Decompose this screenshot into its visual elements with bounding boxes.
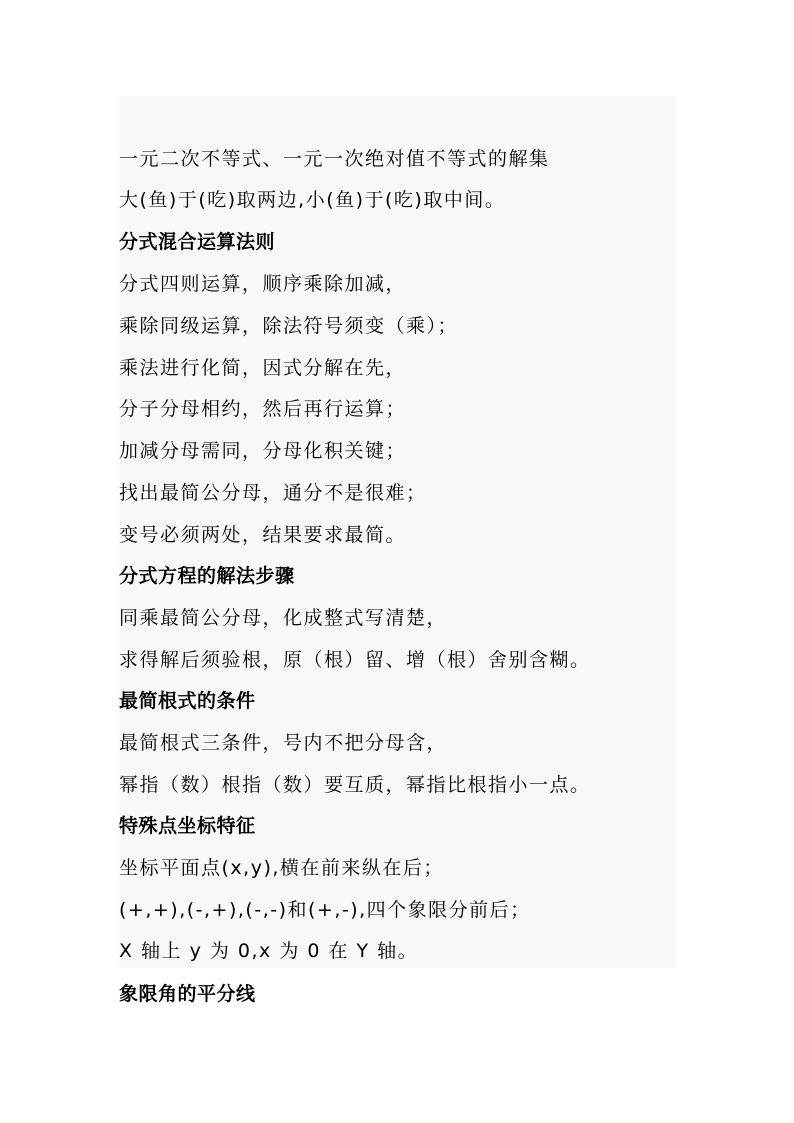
text-line-12: 最简根式三条件，号内不把分母含， (119, 732, 448, 754)
text-line-10: 同乘最简公分母，化成整式写清楚， (119, 607, 448, 629)
section-heading-special-points: 特殊点坐标特征 (119, 815, 256, 837)
text-line-1: 一元二次不等式、一元一次绝对值不等式的解集 (119, 148, 550, 170)
section-heading-fraction-equations: 分式方程的解法步骤 (119, 565, 295, 587)
section-heading-quadrant-bisectors: 象限角的平分线 (119, 983, 256, 1005)
text-line-15: (+,+),(-,+),(-,-)和(+,-),四个象限分前后； (119, 899, 531, 921)
section-heading-fraction-operations: 分式混合运算法则 (119, 231, 276, 253)
text-line-6: 分子分母相约，然后再行运算； (119, 398, 407, 420)
text-line-11: 求得解后须验根，原（根）留、增（根）舍别含糊。 (119, 649, 591, 671)
text-line-4: 乘除同级运算，除法符号须变（乘）； (119, 315, 459, 337)
text-line-7: 加减分母需同，分母化积关键； (119, 440, 407, 462)
text-line-8: 找出最简公分母，通分不是很难； (119, 482, 427, 504)
text-line-3: 分式四则运算，顺序乘除加减， (119, 273, 407, 295)
text-line-2: 大(鱼)于(吃)取两边,小(鱼)于(吃)取中间。 (119, 189, 506, 211)
text-line-9: 变号必须两处，结果要求最简。 (119, 524, 407, 546)
text-line-5: 乘法进行化简，因式分解在先， (119, 357, 407, 379)
section-heading-simplest-radicals: 最简根式的条件 (119, 690, 256, 712)
text-line-16: X 轴上 y 为 0,x 为 0 在 Y 轴。 (119, 940, 419, 962)
text-line-14: 坐标平面点(x,y),横在前来纵在后； (119, 857, 444, 879)
text-line-13: 幂指（数）根指（数）要互质，幂指比根指小一点。 (119, 774, 591, 796)
